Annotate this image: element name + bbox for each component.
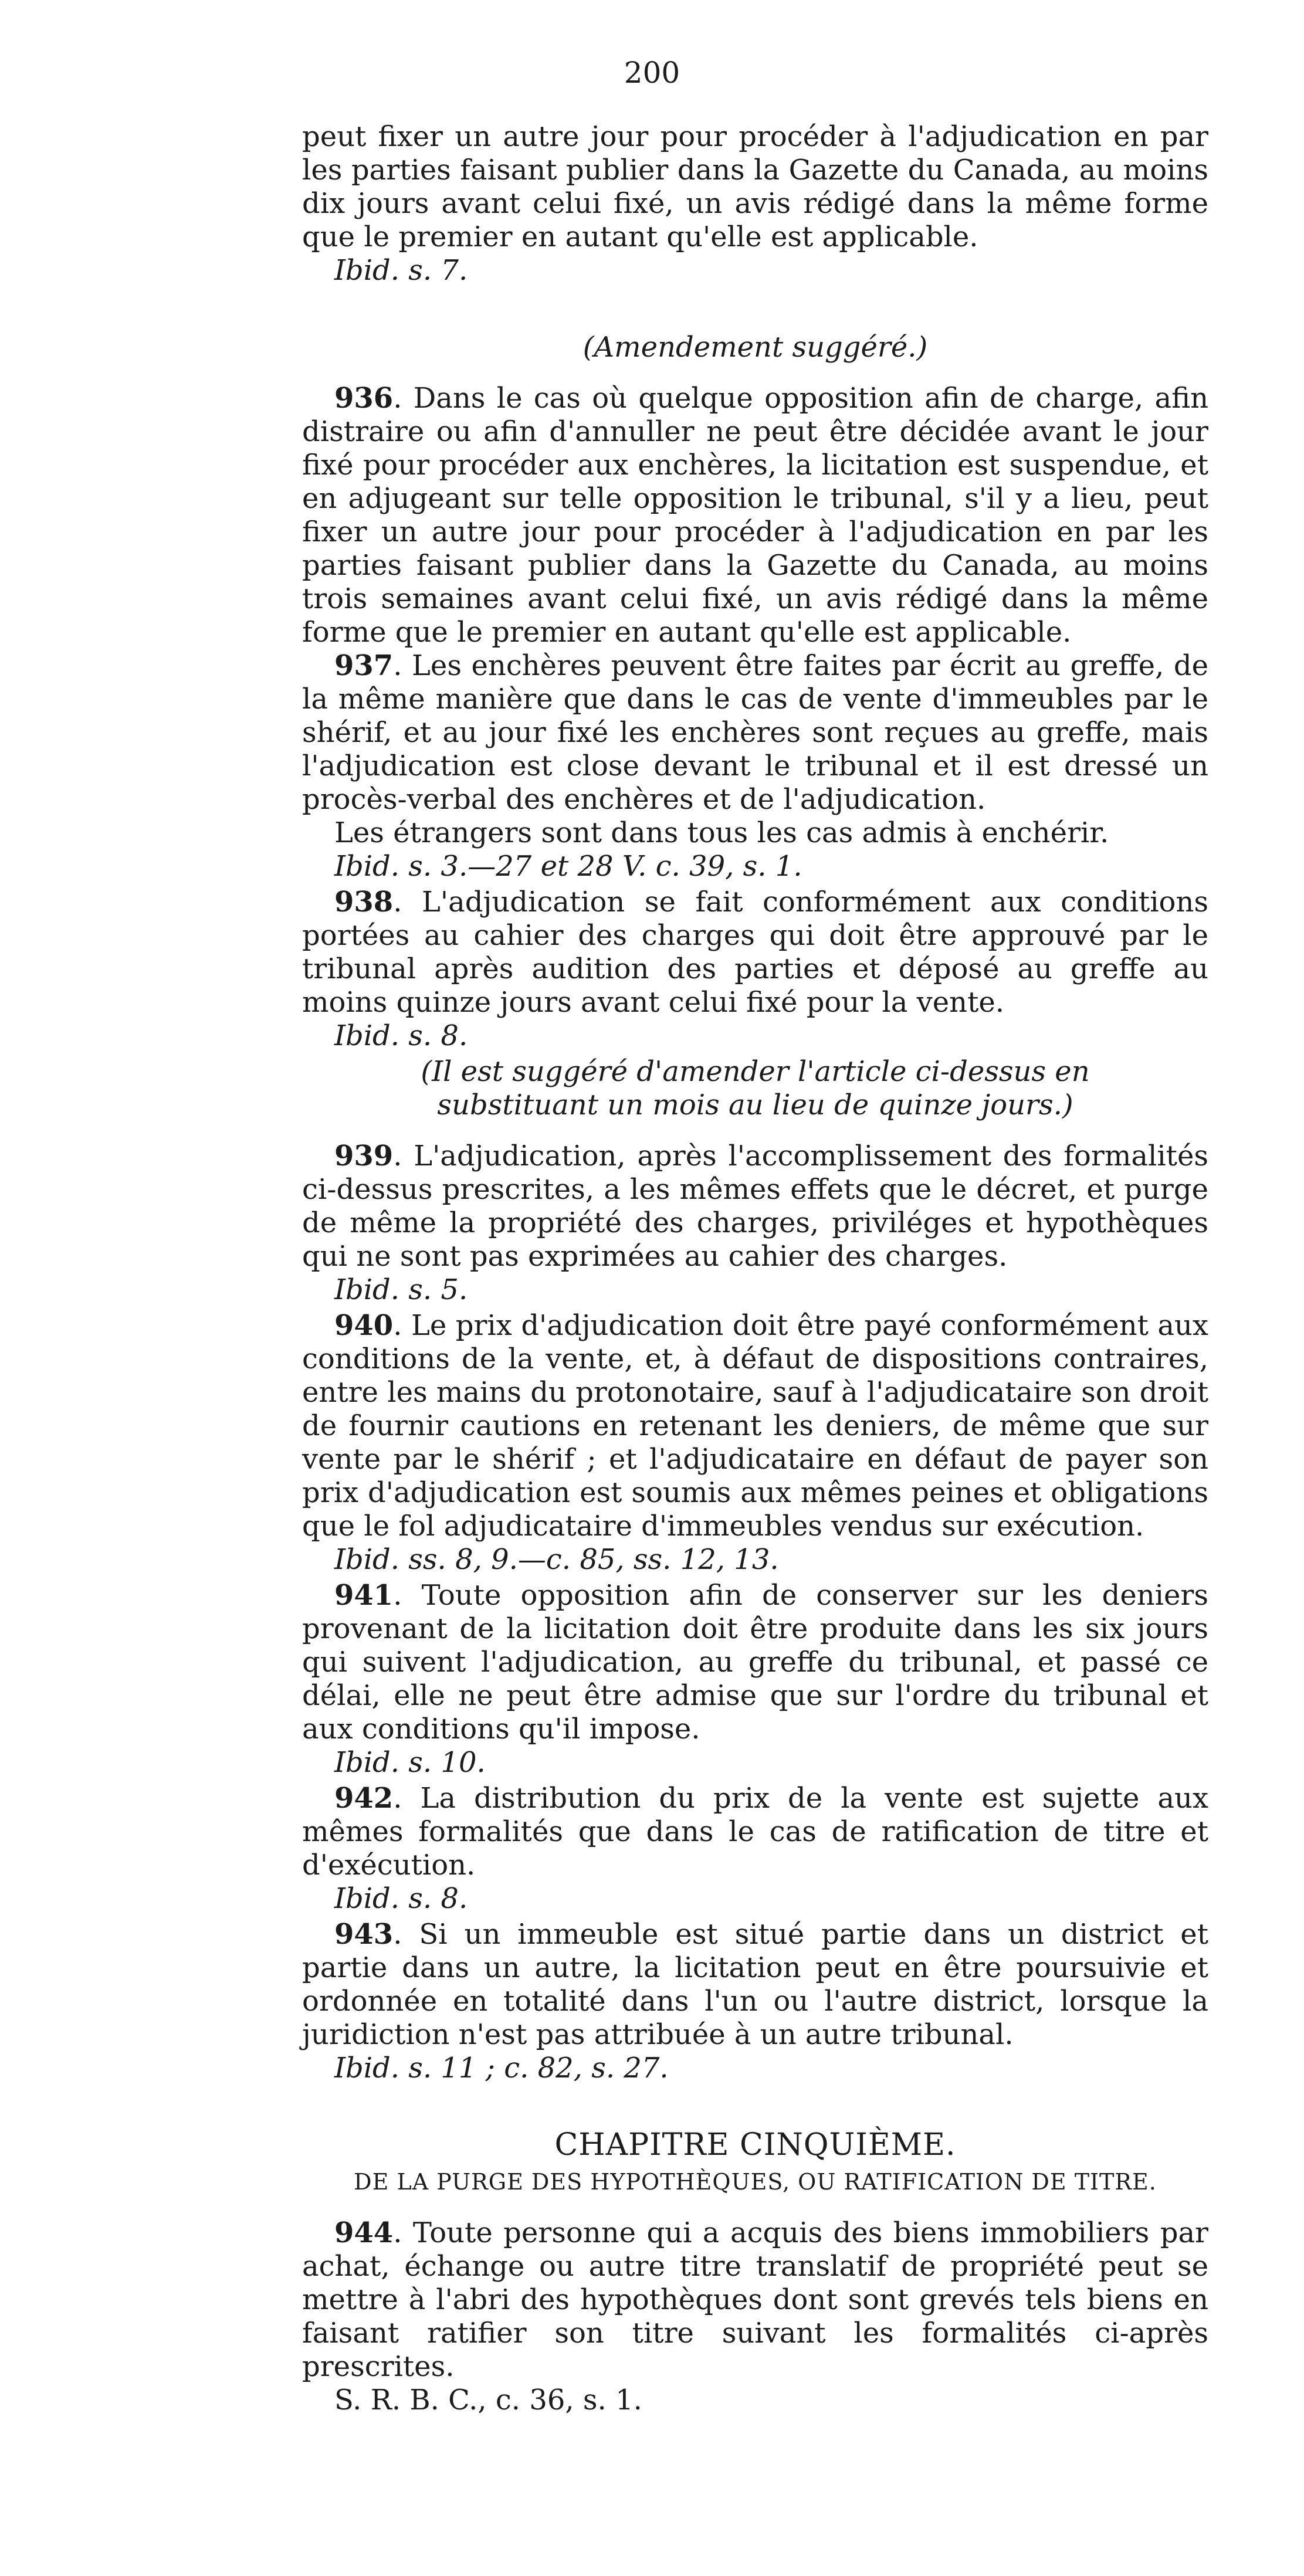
article-943: 943. Si un immeuble est situé partie dans un district et partie dans un autre, la licitation peut en être poursuivie et ordonnée en totalité dans l'un ou l'autre district, lorsque la juridiction n'est pas attribuée à un autre tribunal. [302,1918,1208,2051]
article-text: Toute opposition afin de conserver sur les deniers provenant de la licitation doit être produite dans les six jours qui suivent l'adjudication, au greffe du tribunal, et passé ce délai, elle ne peut être admise que sur l'ordre du tribunal et aux conditions qu'il impose. [302,1579,1209,1745]
chapter-title: CHAPITRE CINQUIÈME. [554,2127,956,2163]
amendment-note: (Il est suggéré d'amender l'article ci-dessus en substituant un mois au lieu de quinze jours.) [421,1055,1090,1121]
article-number: 944 [334,2216,394,2249]
article-940: 940. Le prix d'adjudication doit être payé conformément aux conditions de la vente, et, à défaut de dispositions contraires, entre les mains du protonotaire, sauf à l'adjudicataire son droit de fournir cautions en retenant les deniers, de même que sur vente par le shérif ; et l'adjudicataire en défaut de payer son prix d'adjudication est soumis aux mêmes peines et obligations que le fol adjudicataire d'immeubles vendus sur exécution. [302,1309,1208,1543]
article-text: Si un immeuble est situé partie dans un district et partie dans un autre, la licitation peut en être poursuivie et ordonnée en totalité dans l'un ou l'autre district, lorsque la juridiction n'est pas attribuée à un autre tribunal. [302,1918,1208,2051]
article-text: Les enchères peuvent être faites par écrit au greffe, de la même manière que dans le cas de vente d'immeubles par le shérif, et au jour fixé les enchères sont reçues au greffe, mais l'adjudication est close devant le tribunal et il est dressé un procès-verbal des enchères et de l'adjudication. [302,649,1209,816]
article-937: 937. Les enchères peuvent être faites par écrit au greffe, de la même manière que dans le cas de vente d'immeubles par le shérif, et au jour fixé les enchères sont reçues au greffe, mais l'adjudication est close devant le tribunal et il est dressé un procès-verbal des enchères et de l'adjudication. [302,649,1209,816]
reference: Ibid. s. 7. [334,254,468,287]
article-text: La distribution du prix de la vente est sujette aux mêmes formalités que dans le cas de ratification de titre et d'exécution. [302,1782,1209,1882]
article-number: 937 [334,649,394,682]
article-942: 942. La distribution du prix de la vente est sujette aux mêmes formalités que dans le cas de ratification de titre et d'exécution. [302,1782,1209,1882]
amendment-heading: (Amendement suggéré.) [582,331,928,364]
article-number: 939 [334,1140,394,1172]
article-939: 939. L'adjudication, après l'accomplissement des formalités ci-dessus prescrites, a les mêmes effets que le décret, et purge de même la propriété des charges, priviléges et hypothèques qui ne sont pas exprimées au cahier des charges. [302,1140,1209,1273]
chapter-subtitle: DE LA PURGE DES HYPOTHÈQUES, OU RATIFICATION DE TITRE. [354,2169,1157,2195]
article-941: 941. Toute opposition afin de conserver sur les deniers provenant de la licitation doit être produite dans les six jours qui suivent l'adjudication, au greffe du tribunal, et passé ce délai, elle ne peut être admise que sur l'ordre du tribunal et aux conditions qu'il impose. [302,1579,1209,1745]
reference: Ibid. s. 5. [334,1273,468,1306]
reference: Ibid. s. 3.—27 et 28 V. c. 39, s. 1. [334,850,802,883]
article-938: 938. L'adjudication se fait conformément aux conditions portées au cahier des charges qui doit être approuvé par le tribunal après audition des parties et déposé au greffe au moins quinze jours avant celui fixé pour la vente. [302,886,1208,1019]
article-text: L'adjudication se fait conformément aux conditions portées au cahier des charges qui doit être approuvé par le tribunal après audition des parties et déposé au greffe au moins quinze jours avant celui fixé pour la vente. [302,886,1208,1019]
reference: S. R. B. C., c. 36, s. 1. [334,2384,642,2416]
reference: Ibid. s. 10. [334,1746,486,1779]
article-936: 936. Dans le cas où quelque opposition afin de charge, afin distraire ou afin d'annuller ne peut être décidée avant le jour fixé pour procéder aux enchères, la licitation est suspendue, et en adjugeant sur telle opposition le tribunal, s'il y a lieu, peut fixer un autre jour pour procéder à l'adjudication en par les parties faisant publier dans la Gazette du Canada, au moins trois semaines avant celui fixé, un avis rédigé dans la même forme que le premier en autant qu'elle est applicable. [302,382,1209,649]
page-number: 200 [624,56,680,90]
intro-paragraph: peut fixer un autre jour pour procéder à l'adjudication en par les parties faisant publier dans la Gazette du Canada, au moins dix jours avant celui fixé, un avis rédigé dans la même forme que le premier en autant qu'elle est applicable. [302,120,1208,253]
article-944: 944. Toute personne qui a acquis des biens immobiliers par achat, échange ou autre titre translatif de propriété peut se mettre à l'abri des hypothèques dont sont grevés tels biens en faisant ratifier son titre suivant les formalités ci-après prescrites. [302,2216,1209,2383]
page-body [302,120,1208,2419]
article-number: 941 [334,1579,394,1612]
article-number: 940 [334,1309,394,1342]
article-text: Le prix d'adjudication doit être payé conformément aux conditions de la vente, et, à défaut de dispositions contraires, entre les mains du protonotaire, sauf à l'adjudicataire son droit de fournir cautions en retenant les deniers, de même que sur vente par le shérif ; et l'adjudicataire en défaut de payer son prix d'adjudication est soumis aux mêmes peines et obligations que le fol adjudicataire d'immeubles vendus sur exécution. [302,1309,1208,1543]
article-number: 936 [334,382,394,415]
reference: Ibid. s. 8. [334,1882,468,1915]
article-937-extra: Les étrangers sont dans tous les cas admis à enchérir. [334,816,1109,849]
article-text: Toute personne qui a acquis des biens immobiliers par achat, échange ou autre titre translatif de propriété peut se mettre à l'abri des hypothèques dont sont grevés tels biens en faisant ratifier son titre suivant les formalités ci-après prescrites. [302,2216,1209,2383]
reference: Ibid. s. 8. [334,1019,468,1052]
article-number: 943 [334,1918,394,1951]
article-number: 938 [334,886,394,918]
reference: Ibid. s. 11 ; c. 82, s. 27. [334,2052,669,2084]
article-text: L'adjudication, après l'accomplissement des formalités ci-dessus prescrites, a les mêmes effets que le décret, et purge de même la propriété des charges, priviléges et hypothèques qui ne sont pas exprimées au cahier des charges. [302,1140,1209,1273]
article-number: 942 [334,1782,394,1815]
reference: Ibid. ss. 8, 9.—c. 85, ss. 12, 13. [334,1543,779,1576]
article-text: Dans le cas où quelque opposition afin de charge, afin distraire ou afin d'annuller ne peut être décidée avant le jour fixé pour procéder aux enchères, la licitation est suspendue, et en adjugeant sur telle opposition le tribunal, s'il y a lieu, peut fixer un autre jour pour procéder à l'adjudication en par les parties faisant publier dans la Gazette du Canada, au moins trois semaines avant celui fixé, un avis rédigé dans la même forme que le premier en autant qu'elle est applicable. [302,382,1209,649]
